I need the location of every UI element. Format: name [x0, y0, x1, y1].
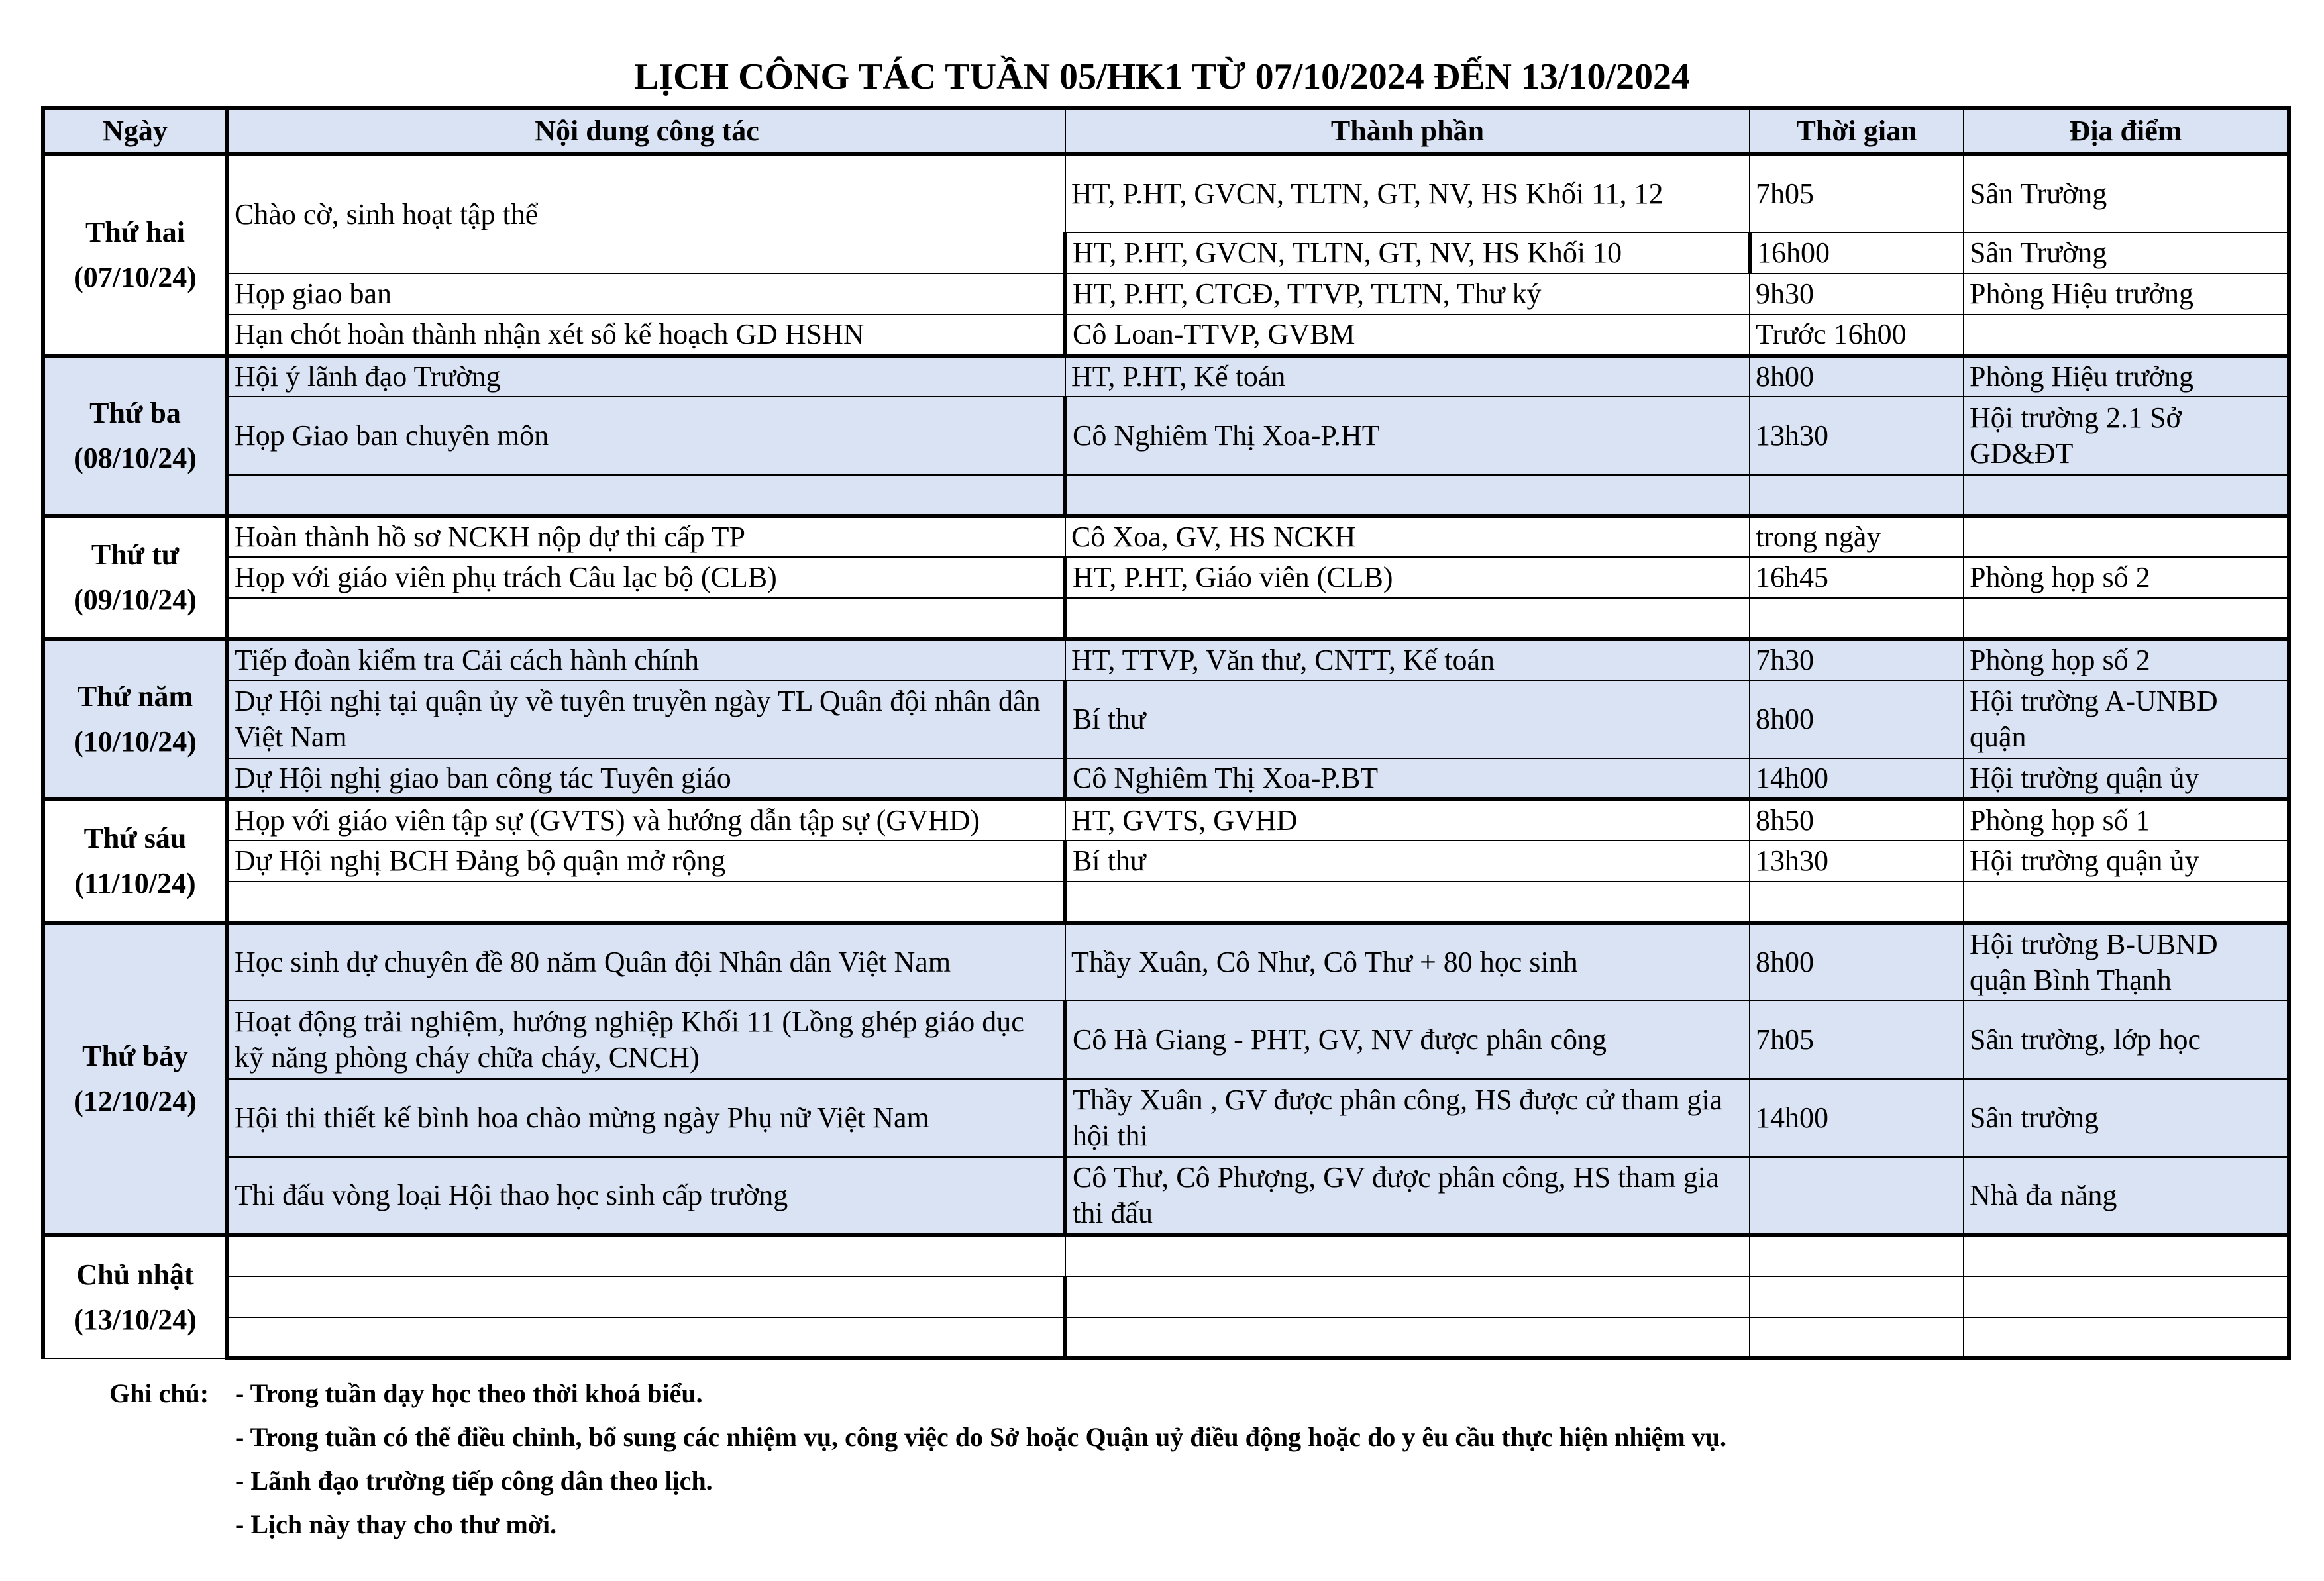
time-cell — [1750, 475, 1964, 516]
note-item — [109, 1415, 1726, 1458]
participants-cell — [1065, 1235, 1750, 1276]
day-name: Thứ bảy — [82, 1040, 188, 1072]
day-name: Thứ ba — [89, 397, 181, 429]
location-cell: Sân Trường — [1964, 154, 2289, 232]
time-cell — [1750, 882, 1964, 923]
table-row — [43, 557, 2289, 598]
table-row — [43, 397, 2289, 475]
content-cell: Học sinh dự chuyên đề 80 năm Quân đội Nhân dân Việt Nam — [227, 923, 1065, 1001]
participants-cell: HT, TTVP, Văn thư, CNTT, Kế toán — [1065, 639, 1750, 680]
table-row — [43, 516, 2289, 557]
table-row — [43, 758, 2289, 799]
location-cell: Hội trường A-UNBD quận — [1964, 680, 2289, 758]
location-cell: Hội trường B-UBND quận Bình Thạnh — [1964, 923, 2289, 1001]
content-cell: Họp với giáo viên tập sự (GVTS) và hướng dẫn tập sự (GVHD) — [227, 799, 1065, 841]
location-cell: Phòng Hiệu trưởng — [1964, 356, 2289, 397]
day-cell — [43, 799, 227, 923]
participants-cell — [1065, 598, 1750, 639]
content-cell: Họp với giáo viên phụ trách Câu lạc bộ (CLB) — [227, 557, 1065, 598]
time-cell: Trước 16h00 — [1750, 315, 1964, 356]
participants-cell — [1065, 1276, 1750, 1317]
table-row — [43, 841, 2289, 882]
day-date: (12/10/24) — [74, 1085, 197, 1117]
table-row — [43, 1276, 2289, 1317]
location-cell: Nhà đa năng — [1964, 1157, 2289, 1235]
participants-cell: HT, P.HT, CTCĐ, TTVP, TLTN, Thư ký — [1065, 274, 1750, 315]
table-row — [43, 923, 2289, 1001]
day-date: (11/10/24) — [74, 867, 196, 899]
note-item — [109, 1502, 1726, 1546]
content-cell: Hoàn thành hồ sơ NCKH nộp dự thi cấp TP — [227, 516, 1065, 557]
table-row — [43, 356, 2289, 397]
participants-cell: Cô Hà Giang - PHT, GV, NV được phân công — [1065, 1001, 1750, 1079]
location-cell — [1964, 882, 2289, 923]
table-row — [43, 882, 2289, 923]
time-cell: 16h00 — [1750, 232, 1964, 274]
time-cell: 13h30 — [1750, 841, 1964, 882]
day-name: Thứ năm — [77, 680, 193, 713]
content-cell: Dự Hội nghị tại quận ủy về tuyên truyền ngày TL Quân đội nhân dân Việt Nam — [227, 680, 1065, 758]
day-cell — [43, 1235, 227, 1358]
participants-cell: HT, P.HT, GVCN, TLTN, GT, NV, HS Khối 10 — [1065, 232, 1750, 274]
header-location: Địa điểm — [1964, 108, 2289, 154]
participants-cell — [1065, 882, 1750, 923]
schedule-table — [41, 106, 2291, 1360]
content-cell: Hoạt động trải nghiệm, hướng nghiệp Khối 11 (Lồng ghép giáo dục kỹ năng phòng cháy chữa cháy, CNCH) — [227, 1001, 1065, 1079]
day-date: (09/10/24) — [74, 584, 197, 616]
location-cell: Phòng họp số 2 — [1964, 557, 2289, 598]
content-cell — [227, 598, 1065, 639]
content-cell — [227, 882, 1065, 923]
time-cell: 8h50 — [1750, 799, 1964, 841]
content-cell: Hạn chót hoàn thành nhận xét sổ kế hoạch GD HSHN — [227, 315, 1065, 356]
participants-cell: Cô Thư, Cô Phượng, GV được phân công, HS tham gia thi đấu — [1065, 1157, 1750, 1235]
content-cell: Họp giao ban — [227, 274, 1065, 315]
table-row — [43, 598, 2289, 639]
table-row — [43, 1157, 2289, 1235]
participants-cell — [1065, 1317, 1750, 1358]
location-cell — [1964, 1317, 2289, 1358]
participants-cell: HT, GVTS, GVHD — [1065, 799, 1750, 841]
note-item — [109, 1458, 1726, 1502]
day-cell — [43, 923, 227, 1235]
day-cell — [43, 356, 227, 516]
participants-cell: Thầy Xuân, Cô Như, Cô Thư + 80 học sinh — [1065, 923, 1750, 1001]
participants-cell: Cô Nghiêm Thị Xoa-P.BT — [1065, 758, 1750, 799]
time-cell — [1750, 1235, 1964, 1276]
table-row — [43, 274, 2289, 315]
location-cell: Phòng Hiệu trưởng — [1964, 274, 2289, 315]
note-item — [109, 1371, 1726, 1415]
time-cell: 9h30 — [1750, 274, 1964, 315]
table-row — [43, 680, 2289, 758]
location-cell: Sân Trường — [1964, 232, 2289, 274]
day-date: (08/10/24) — [74, 442, 197, 474]
content-cell: Họp Giao ban chuyên môn — [227, 397, 1065, 475]
location-cell: Hội trường quận ủy — [1964, 758, 2289, 799]
location-cell: Phòng họp số 2 — [1964, 639, 2289, 680]
header-participants: Thành phần — [1065, 108, 1750, 154]
location-cell: Sân trường, lớp học — [1964, 1001, 2289, 1079]
time-cell: 14h00 — [1750, 1079, 1964, 1157]
time-cell — [1750, 1276, 1964, 1317]
time-cell: 7h05 — [1750, 154, 1964, 232]
page-title: LỊCH CÔNG TÁC TUẦN 05/HK1 TỪ 07/10/2024 ĐẾN 13/10/2024 — [633, 56, 1691, 97]
table-row — [43, 1001, 2289, 1079]
day-cell — [43, 516, 227, 639]
table-row — [43, 1317, 2289, 1358]
content-cell: Thi đấu vòng loại Hội thao học sinh cấp trường — [227, 1157, 1065, 1235]
notes-label: Ghi chú: — [109, 1378, 209, 1408]
header-time: Thời gian — [1750, 108, 1964, 154]
time-cell — [1750, 1317, 1964, 1358]
content-cell — [227, 1317, 1065, 1358]
time-cell: 8h00 — [1750, 356, 1964, 397]
content-cell — [227, 1276, 1065, 1317]
location-cell — [1964, 598, 2289, 639]
participants-cell: HT, P.HT, GVCN, TLTN, GT, NV, HS Khối 11, 12 — [1065, 154, 1750, 232]
participants-cell: Bí thư — [1065, 680, 1750, 758]
participants-cell: Thầy Xuân , GV được phân công, HS được cử tham gia hội thi — [1065, 1079, 1750, 1157]
table-row — [43, 639, 2289, 680]
location-cell: Sân trường — [1964, 1079, 2289, 1157]
day-name: Thứ sáu — [83, 822, 187, 854]
notes-section — [109, 1371, 1726, 1546]
time-cell: 14h00 — [1750, 758, 1964, 799]
location-cell — [1964, 475, 2289, 516]
time-cell: 7h30 — [1750, 639, 1964, 680]
content-cell: Hội ý lãnh đạo Trường — [227, 356, 1065, 397]
time-cell: 13h30 — [1750, 397, 1964, 475]
header-content: Nội dung công tác — [227, 108, 1065, 154]
note-text: - Trong tuần dạy học theo thời khoá biểu. — [235, 1378, 703, 1408]
content-cell: Tiếp đoàn kiểm tra Cải cách hành chính — [227, 639, 1065, 680]
table-row — [43, 315, 2289, 356]
content-cell — [227, 475, 1065, 516]
table-row — [43, 1079, 2289, 1157]
table-row — [43, 475, 2289, 516]
location-cell: Hội trường quận ủy — [1964, 841, 2289, 882]
day-date: (13/10/24) — [74, 1303, 197, 1336]
time-cell: 16h45 — [1750, 557, 1964, 598]
day-date: (10/10/24) — [74, 725, 197, 758]
participants-cell: Cô Nghiêm Thị Xoa-P.HT — [1065, 397, 1750, 475]
note-text: - Trong tuần có thể điều chỉnh, bổ sung các nhiệm vụ, công việc do Sở hoặc Quận uỷ điều động hoặc do y êu cầu thực hiện nhiệm vụ. — [235, 1421, 1726, 1452]
content-cell: Hội thi thiết kế bình hoa chào mừng ngày Phụ nữ Việt Nam — [227, 1079, 1065, 1157]
time-cell — [1750, 1157, 1964, 1235]
day-cell — [43, 154, 227, 356]
location-cell: Phòng họp số 1 — [1964, 799, 2289, 841]
time-cell: trong ngày — [1750, 516, 1964, 557]
day-cell — [43, 639, 227, 799]
note-text: - Lịch này thay cho thư mời. — [235, 1509, 557, 1539]
location-cell: Hội trường 2.1 Sở GD&ĐT — [1964, 397, 2289, 475]
location-cell — [1964, 315, 2289, 356]
content-cell: Dự Hội nghị giao ban công tác Tuyên giáo — [227, 758, 1065, 799]
day-name: Thứ tư — [91, 538, 180, 571]
day-date: (07/10/24) — [74, 261, 197, 293]
header-day: Ngày — [43, 108, 227, 154]
table-row — [43, 799, 2289, 841]
time-cell: 8h00 — [1750, 680, 1964, 758]
header-row — [43, 108, 2289, 154]
content-cell — [227, 1235, 1065, 1276]
participants-cell: Cô Xoa, GV, HS NCKH — [1065, 516, 1750, 557]
note-text: - Lãnh đạo trường tiếp công dân theo lịch. — [235, 1465, 713, 1496]
time-cell: 7h05 — [1750, 1001, 1964, 1079]
location-cell — [1964, 1276, 2289, 1317]
participants-cell: HT, P.HT, Giáo viên (CLB) — [1065, 557, 1750, 598]
participants-cell: Cô Loan-TTVP, GVBM — [1065, 315, 1750, 356]
time-cell: 8h00 — [1750, 923, 1964, 1001]
participants-cell: HT, P.HT, Kế toán — [1065, 356, 1750, 397]
table-row — [43, 154, 2289, 232]
participants-cell: Bí thư — [1065, 841, 1750, 882]
table-row — [43, 1235, 2289, 1276]
location-cell — [1964, 1235, 2289, 1276]
day-name: Thứ hai — [85, 216, 185, 248]
location-cell — [1964, 516, 2289, 557]
content-cell: Chào cờ, sinh hoạt tập thể — [227, 154, 1065, 274]
day-name: Chủ nhật — [76, 1258, 194, 1291]
content-cell: Dự Hội nghị BCH Đảng bộ quận mở rộng — [227, 841, 1065, 882]
time-cell — [1750, 598, 1964, 639]
participants-cell — [1065, 475, 1750, 516]
